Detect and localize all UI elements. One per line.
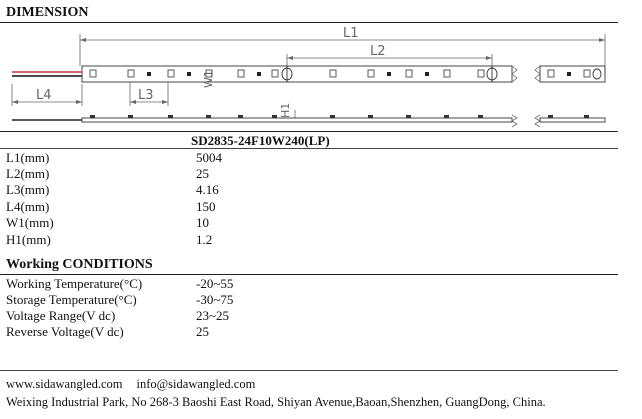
working-param-row xyxy=(6,276,426,292)
dimension-param-row xyxy=(6,199,426,215)
l3-label: L3 xyxy=(138,88,154,103)
param-value: 4.16 xyxy=(196,182,219,197)
param-value: 1.2 xyxy=(196,232,213,247)
working-conditions-rule xyxy=(0,274,618,275)
dimension-title: DIMENSION xyxy=(6,5,89,20)
param-key: L3(mm) xyxy=(6,182,50,197)
footer-contact xyxy=(6,377,255,392)
param-value: 5004 xyxy=(196,150,222,165)
param-value: 25 xyxy=(196,324,209,339)
param-value: 10 xyxy=(196,215,209,230)
l2-label: L2 xyxy=(370,44,386,59)
param-key: Working Temperature(°C) xyxy=(6,276,143,291)
param-key: H1(mm) xyxy=(6,232,51,247)
dimension-param-row xyxy=(6,232,426,248)
dimension-param-row xyxy=(6,150,426,166)
param-value: 150 xyxy=(196,199,216,214)
dimension-param-row xyxy=(6,182,426,198)
l1-label: L1 xyxy=(343,26,359,41)
param-key: L4(mm) xyxy=(6,199,50,214)
dimension-param-row xyxy=(6,215,426,231)
working-conditions-title: Working CONDITIONS xyxy=(6,257,153,272)
email-link[interactable]: info@sidawangled.com xyxy=(136,377,256,391)
model-rule xyxy=(0,131,618,132)
param-key: L1(mm) xyxy=(6,150,50,165)
dimension-param-row xyxy=(6,166,426,182)
param-value: -20~55 xyxy=(196,276,234,291)
l4-label: L4 xyxy=(36,88,52,103)
param-key: L2(mm) xyxy=(6,166,50,181)
param-value: 25 xyxy=(196,166,209,181)
working-param-row xyxy=(6,292,426,308)
w1-label: W1 xyxy=(202,70,215,88)
param-key: W1(mm) xyxy=(6,215,54,230)
footer-address: Weixing Industrial Park, No 268-3 Baoshi East Road, Shiyan Avenue,Baoan,Shenzhen, GuangDong, China. xyxy=(6,395,546,409)
working-param-row xyxy=(6,324,426,340)
website-link[interactable]: www.sidawangled.com xyxy=(6,377,123,391)
h1-label: H1 xyxy=(279,102,292,118)
param-key: Reverse Voltage(V dc) xyxy=(6,324,124,339)
param-value: -30~75 xyxy=(196,292,234,307)
model-number: SD2835-24F10W240(LP) xyxy=(191,133,330,148)
working-param-row xyxy=(6,308,426,324)
param-key: Storage Temperature(°C) xyxy=(6,292,137,307)
footer-rule xyxy=(0,370,618,371)
param-key: Voltage Range(V dc) xyxy=(6,308,116,323)
led-strip-dimension-drawing xyxy=(0,22,618,134)
param-value: 23~25 xyxy=(196,308,230,323)
model-under-rule xyxy=(0,148,618,149)
